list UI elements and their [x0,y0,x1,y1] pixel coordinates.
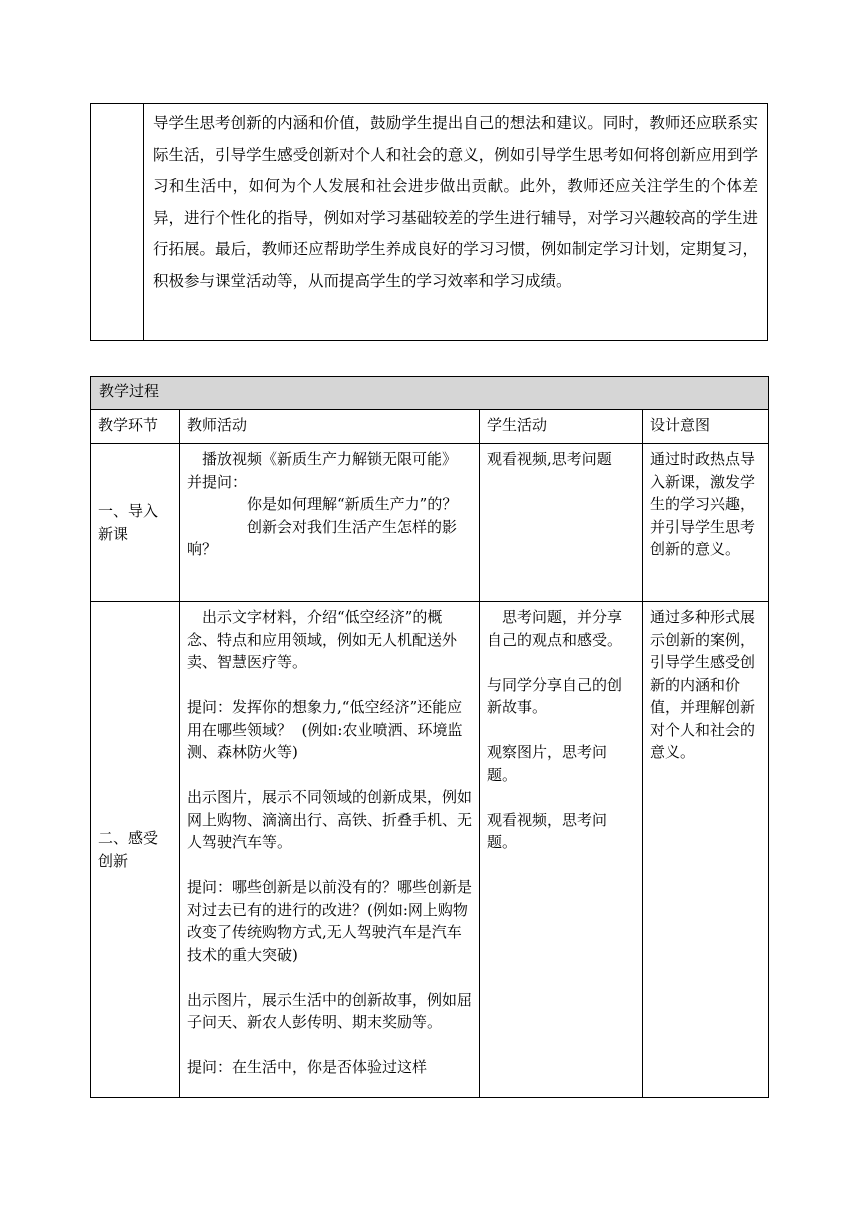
header-student-activity: 学生活动 [480,410,643,444]
table-header-row [91,410,769,444]
header-stage: 教学环节 [91,410,180,444]
teacher-question: 你是如何理解“新质生产力”的？ [247,495,458,513]
design-intent-cell: 通过时政热点导入新课，激发学生的学习兴趣，并引导学生思考创新的意义。 [643,444,769,602]
student-activity-cell [480,602,643,1098]
header-design-intent: 设计意图 [643,410,769,444]
continued-table-left-cell [91,104,144,340]
teaching-process-table [90,376,769,1098]
teacher-activity-cell [180,444,480,602]
stage-cell: 二、感受创新 [91,602,180,1098]
student-activity-cell: 观看视频,思考问题 [480,444,643,602]
teacher-activity-cell [180,602,480,1098]
stage-cell: 一、导入新课 [91,444,180,602]
continued-table [90,103,768,341]
teacher-text: 出示文字材料，介绍“低空经济”的概念、特点和应用领域，例如无人机配送外卖、智慧医疗等。 [187,608,458,671]
teacher-text: 提问：发挥你的想象力,“低空经济”还能应用在哪些领域？ (例如:农业喷洒、环境监测、森林防火等) [187,698,463,761]
student-text: 观察图片，思考问题。 [487,743,608,784]
teacher-text: 播放视频《新质生产力解锁无限可能》 [202,450,458,468]
table-row [91,602,769,1098]
table-title: 教学过程 [91,377,769,410]
teacher-question: 创新会对我们生活产生怎样的影响？ [187,517,458,558]
student-text: 思考问题，并分享自己的观点和感受。 [487,608,623,649]
student-text: 与同学分享自己的创新故事。 [487,675,623,716]
header-teacher-activity: 教师活动 [180,410,480,444]
teacher-text: 提问：在生活中，你是否体验过这样 [187,1058,428,1076]
teacher-text: 出示图片，展示不同领域的创新成果，例如网上购物、滴滴出行、高铁、折叠手机、无人驾驶汽车等。 [187,788,473,851]
teacher-text: 出示图片，展示生活中的创新故事，例如屈子问天、新农人彭传明、期末奖励等。 [187,990,473,1031]
teacher-text: 提问：哪些创新是以前没有的？哪些创新是对过去已有的进行的改进？(例如:网上购物改变了传统购物方式,无人驾驶汽车是汽车技术的重大突破) [187,878,473,964]
student-text: 观看视频，思考问题。 [487,810,608,851]
design-intent-cell: 通过多种形式展示创新的案例，引导学生感受创新的内涵和价值，并理解创新对个人和社会的意义。 [643,602,769,1098]
table-row [91,444,769,602]
teacher-text: 并提问： [187,472,248,491]
continued-table-text-cell: 导学生思考创新的内涵和价值，鼓励学生提出自己的想法和建议。同时，教师还应联系实际生活，引导学生感受创新对个人和社会的意义，例如引导学生思考如何将创新应用到学习和生活中，如何为个人发展和社会进步做出贡献。此外，教师还应关注学生的个体差异，进行个性化的指导，例如对学习基础较差的学生进行辅导，对学习兴趣较高的学生进行拓展。最后，教师还应帮助学生养成良好的学习习惯，例如制定学习计划，定期复习，积极参与课堂活动等，从而提高学生的学习效率和学习成绩。 [153,114,758,290]
